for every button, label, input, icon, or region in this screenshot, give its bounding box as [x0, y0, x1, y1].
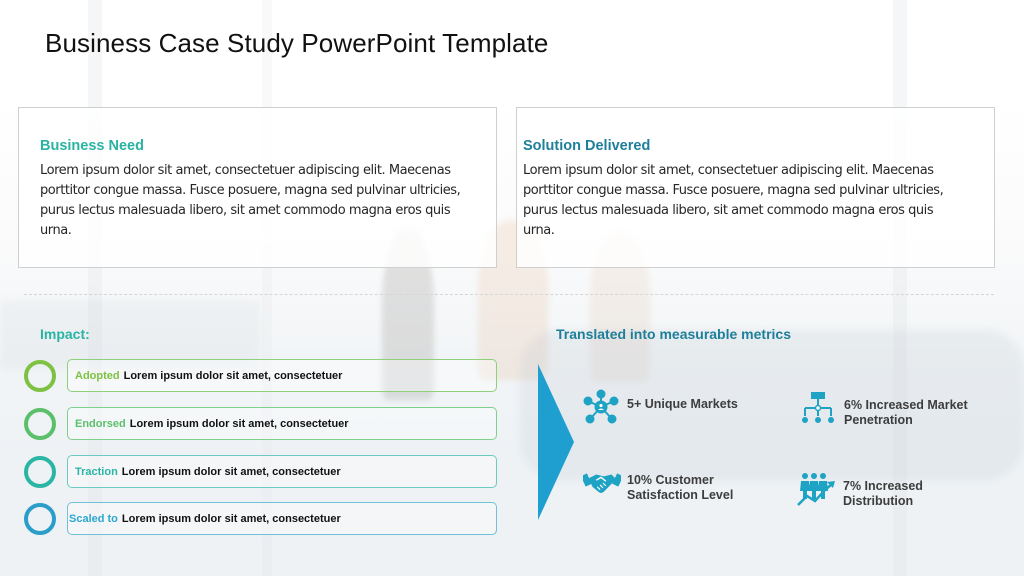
solution-delivered-body: Lorem ipsum dolor sit amet, consectetuer adipiscing elit. Maecenas porttitor congue massa. Fusce posuere, magna sed pulvinar ultricies, purus lectus malesuada libero, sit amet commodo magna eros quis urna.: [523, 163, 944, 238]
impact-text: Lorem ipsum dolor sit amet, consectetuer: [121, 465, 341, 478]
impact-box: [67, 455, 497, 488]
impact-box: [67, 407, 497, 440]
metric-label: [627, 466, 733, 503]
metric-label-line2: Distribution: [843, 494, 914, 508]
metric-label-line2: Satisfaction Level: [627, 488, 734, 502]
background-window-frame: [88, 0, 102, 576]
impact-text: Lorem ipsum dolor sit amet, consectetuer: [123, 369, 343, 382]
metric-label-line1: 5+ Unique Markets: [627, 397, 738, 411]
impact-key: Endorsed: [75, 417, 126, 430]
metric-label: [627, 389, 738, 412]
ring-icon: [24, 456, 56, 488]
business-need-card: [18, 107, 497, 268]
metric-customer-satisfaction: [583, 466, 733, 503]
impact-key: Adopted: [75, 369, 120, 382]
metric-unique-markets: [581, 389, 738, 425]
metric-label-line1: 7% Increased: [843, 479, 923, 493]
impact-item-endorsed: [24, 407, 498, 440]
metric-label-line2: Penetration: [844, 413, 913, 427]
impact-item-adopted: [24, 359, 498, 392]
impact-box: [67, 502, 497, 535]
business-need-body: Lorem ipsum dolor sit amet, consectetuer adipiscing elit. Maecenas porttitor congue massa. Fusce posuere, magna sed pulvinar ultricies, purus lectus malesuada libero, sit amet commodo magna eros quis urna.: [40, 163, 461, 238]
metric-market-penetration: [798, 391, 968, 428]
slide-title: Business Case Study PowerPoint Template: [45, 28, 549, 58]
impact-item-traction: [24, 455, 498, 488]
impact-text: Lorem ipsum dolor sit amet, consectetuer: [129, 417, 349, 430]
impact-key: Traction: [75, 465, 118, 478]
ring-icon: [24, 360, 56, 392]
business-need-heading: Business Need: [40, 138, 144, 154]
network-hub-icon: [581, 389, 621, 425]
solution-delivered-card: [516, 107, 995, 268]
ring-icon: [24, 503, 56, 535]
background-window-frame: [262, 0, 272, 576]
impact-item-scaled-to: [24, 502, 498, 535]
impact-box: [67, 359, 497, 392]
people-growth-icon: [797, 472, 837, 508]
metric-label-line1: 10% Customer: [627, 473, 714, 487]
metric-label: [844, 391, 968, 428]
section-divider: [24, 294, 994, 295]
arrow-triangle-icon: [538, 364, 574, 520]
metric-distribution: [797, 472, 923, 509]
metric-label-line1: 6% Increased Market: [844, 398, 968, 412]
impact-key: Scaled to: [69, 512, 118, 525]
solution-delivered-heading: Solution Delivered: [523, 138, 651, 154]
metrics-heading: Translated into measurable metrics: [556, 326, 791, 342]
handshake-icon: [583, 466, 621, 502]
org-chart-icon: [798, 391, 838, 427]
impact-text: Lorem ipsum dolor sit amet, consectetuer: [121, 512, 341, 525]
impact-heading: Impact:: [40, 326, 90, 342]
metric-label: [843, 472, 923, 509]
ring-icon: [24, 408, 56, 440]
